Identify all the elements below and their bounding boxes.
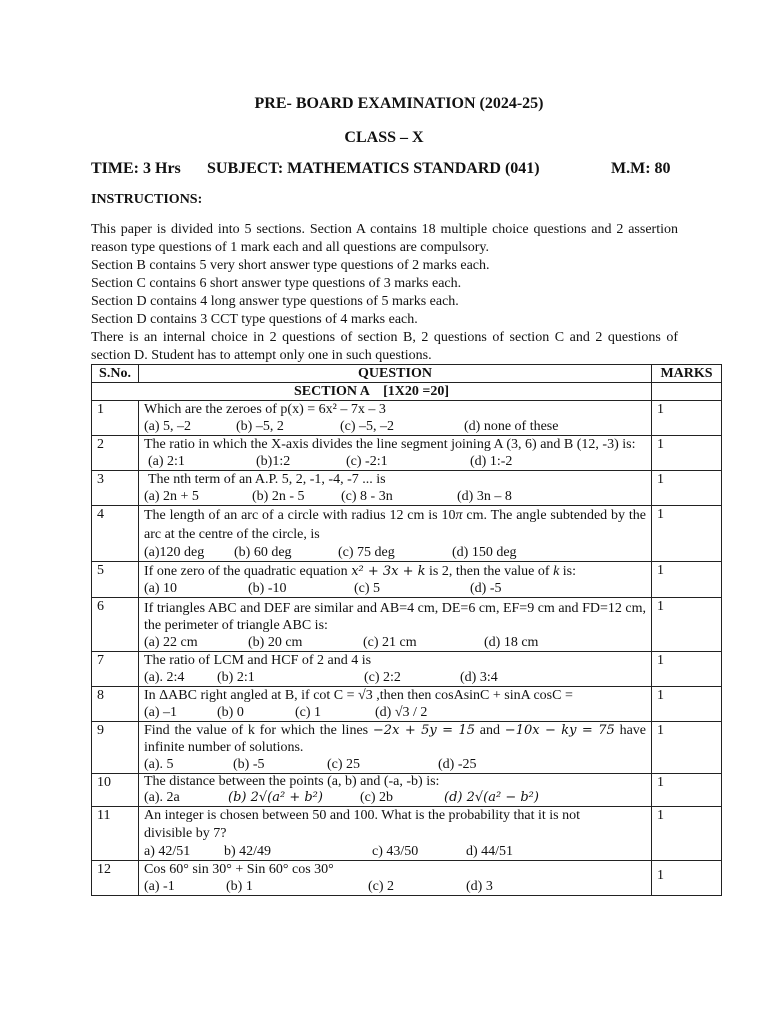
question-header: QUESTION <box>139 365 652 383</box>
option: (b) 2n - 5 <box>252 489 305 504</box>
question-text: The distance between the points (a, b) and (-a, -b) is: <box>144 774 440 789</box>
option: (c) –5, –2 <box>340 419 395 434</box>
option: (d) 3n – 8 <box>457 489 512 504</box>
option: (c) 2 <box>368 879 395 894</box>
option: (c) 25 <box>327 757 361 772</box>
variable-k: k <box>553 564 560 579</box>
option: (d) 2√(a² − b²) <box>444 790 539 805</box>
sno-header: S.No. <box>92 365 139 383</box>
question-cell <box>139 436 652 471</box>
option: b) 42/49 <box>224 844 272 859</box>
option: (b) 60 deg <box>234 545 292 560</box>
question-marks: 1 <box>652 471 722 506</box>
option: (d) 18 cm <box>484 635 539 650</box>
options-line <box>144 634 646 651</box>
options-line <box>144 756 646 773</box>
table-row <box>92 807 722 861</box>
option: (a). 2:4 <box>144 670 185 685</box>
question-marks: 1 <box>652 861 722 896</box>
question-text: The ratio in which the X-axis divides the line segment joining A (3, 6) and B (12, -3) is: <box>144 437 636 452</box>
instructions-heading: INSTRUCTIONS: <box>91 192 203 207</box>
question-cell <box>139 471 652 506</box>
options-line <box>144 544 646 561</box>
question-text: The ratio of LCM and HCF of 2 and 4 is <box>144 653 372 668</box>
question-cell <box>139 401 652 436</box>
question-marks: 1 <box>652 687 722 722</box>
quadratic-expression: x² + 3x + k <box>351 564 426 579</box>
question-marks: 1 <box>652 401 722 436</box>
question-cell <box>139 722 652 774</box>
options-line <box>144 669 646 686</box>
question-text: Which are the zeroes of p(x) = 6x² – 7x – 3 <box>144 402 386 417</box>
option: (a). 2a <box>144 790 180 805</box>
question-text-part: have infinite number of solutions. <box>144 723 646 755</box>
option: (c) 2:2 <box>364 670 401 685</box>
options-line <box>144 488 646 505</box>
question-text-part: Find the value of k for which the lines <box>144 723 373 738</box>
option: (a) 5, –2 <box>144 419 192 434</box>
question-text: Cos 60° sin 30° + Sin 60° cos 30° <box>144 862 334 877</box>
question-number: 4 <box>92 506 139 562</box>
option: (b)1:2 <box>256 454 291 469</box>
time-label: TIME: 3 Hrs <box>91 160 181 177</box>
options-line <box>144 418 646 435</box>
question-text-part: is 2, then the value of <box>425 564 554 579</box>
question-marks: 1 <box>652 598 722 652</box>
table-row <box>92 436 722 471</box>
instruction-line: Section B contains 5 very short answer type questions of 2 marks each. <box>91 258 490 273</box>
question-number: 6 <box>92 598 139 652</box>
question-number: 8 <box>92 687 139 722</box>
options-line <box>144 453 646 470</box>
question-marks: 1 <box>652 436 722 471</box>
instruction-line: Section C contains 6 short answer type questions of 3 marks each. <box>91 276 462 291</box>
options-line <box>144 843 646 860</box>
subject-label: SUBJECT: MATHEMATICS STANDARD (041) <box>207 160 540 177</box>
question-text: If triangles ABC and DEF are similar and AB=4 cm, DE=6 cm, EF=9 cm and FD=12 cm, the perimeter of triangle ABC is: <box>144 601 646 633</box>
question-marks: 1 <box>652 807 722 861</box>
table-row <box>92 401 722 436</box>
question-number: 2 <box>92 436 139 471</box>
exam-title: PRE- BOARD EXAMINATION (2024-25) <box>254 95 544 112</box>
question-text-part: and <box>475 723 505 738</box>
question-cell <box>139 687 652 722</box>
question-marks: 1 <box>652 652 722 687</box>
instruction-line: There is an internal choice in 2 questions of section B, 2 questions of section C and 2 questions of section D. Student has to attempt only one in such questions. <box>91 330 678 363</box>
question-marks: 1 <box>652 774 722 807</box>
instruction-line: Section D contains 4 long answer type questions of 5 marks each. <box>91 294 459 309</box>
table-row <box>92 861 722 896</box>
question-text <box>144 722 646 756</box>
option: (c) 75 deg <box>338 545 395 560</box>
instruction-line: Section D contains 3 CCT type questions of 4 marks each. <box>91 312 418 327</box>
table-row <box>92 562 722 598</box>
option: (c) 5 <box>354 581 381 596</box>
option: (a)120 deg <box>144 545 205 560</box>
question-cell <box>139 562 652 598</box>
option: (d) 150 deg <box>452 545 517 560</box>
question-cell <box>139 807 652 861</box>
option: (c) 1 <box>295 705 322 720</box>
section-empty-cell <box>652 383 722 401</box>
option: (b) –5, 2 <box>236 419 284 434</box>
table-row <box>92 506 722 562</box>
table-row <box>92 471 722 506</box>
option: (b) 2√(a² + b²) <box>228 790 323 805</box>
question-number: 9 <box>92 722 139 774</box>
instruction-line: This paper is divided into 5 sections. Section A contains 18 multiple choice questions and 2 assertion reason type questions of 1 mark each and all questions are compulsory. <box>91 222 678 255</box>
option: (a) 22 cm <box>144 635 198 650</box>
question-number: 7 <box>92 652 139 687</box>
question-table <box>91 364 722 896</box>
question-text: The nth term of an A.P. 5, 2, -1, -4, -7 ... is <box>148 472 386 487</box>
options-line <box>144 789 646 806</box>
option: (c) 21 cm <box>363 635 417 650</box>
option: (a) 10 <box>144 581 178 596</box>
question-text <box>144 506 646 544</box>
table-row <box>92 598 722 652</box>
options-line <box>144 878 646 895</box>
line-equation-2: −10x − ky = 75 <box>504 723 615 738</box>
question-cell <box>139 506 652 562</box>
option: (a) -1 <box>144 879 175 894</box>
option: (a) –1 <box>144 705 178 720</box>
option: (b) 0 <box>217 705 244 720</box>
option: (b) -10 <box>248 581 287 596</box>
question-number: 1 <box>92 401 139 436</box>
option: (d) -25 <box>438 757 477 772</box>
question-cell <box>139 652 652 687</box>
option: (b) 1 <box>226 879 253 894</box>
option: a) 42/51 <box>144 844 191 859</box>
options-line <box>144 704 646 721</box>
question-text-part: If one zero of the quadratic equation <box>144 564 352 579</box>
class-title: CLASS – X <box>344 129 424 146</box>
question-cell <box>139 774 652 807</box>
line-equation-1: −2x + 5y = 15 <box>372 723 476 738</box>
question-marks: 1 <box>652 506 722 562</box>
question-number: 5 <box>92 562 139 598</box>
option: (c) 2b <box>360 790 394 805</box>
question-marks: 1 <box>652 562 722 598</box>
instructions-body <box>91 221 678 365</box>
option: (c) 8 - 3n <box>341 489 393 504</box>
table-row <box>92 722 722 774</box>
question-text: In ΔABC right angled at B, if cot C = √3 ,then then cosAsinC + sinA cosC = <box>144 688 573 703</box>
question-text-part: cm. The angle subtended by the arc at the centre of the circle, is <box>144 508 646 542</box>
option: (d) 1:-2 <box>470 454 513 469</box>
table-row <box>92 652 722 687</box>
question-marks: 1 <box>652 722 722 774</box>
table-row <box>92 687 722 722</box>
option: (a). 5 <box>144 757 174 772</box>
question-number: 12 <box>92 861 139 896</box>
option: (b) -5 <box>233 757 265 772</box>
option: (b) 2:1 <box>217 670 255 685</box>
question-text <box>144 563 646 580</box>
question-text-part: The length of an arc of a circle with radius 12 cm is 10 <box>144 508 456 523</box>
question-cell <box>139 861 652 896</box>
option: (d) -5 <box>470 581 502 596</box>
option: (a) 2n + 5 <box>144 489 199 504</box>
section-a-title: SECTION A [1X20 =20] <box>92 383 652 401</box>
max-marks-label: M.M: 80 <box>611 160 671 177</box>
table-row <box>92 774 722 807</box>
table-header-row <box>92 365 722 383</box>
question-cell <box>139 598 652 652</box>
pi-symbol: π <box>455 508 463 523</box>
option: (d) 3 <box>466 879 493 894</box>
option: (a) 2:1 <box>148 454 185 469</box>
marks-header: MARKS <box>652 365 722 383</box>
option: (b) 20 cm <box>248 635 303 650</box>
option: (d) none of these <box>464 419 559 434</box>
question-number: 10 <box>92 774 139 807</box>
options-line <box>144 580 646 597</box>
option: c) 43/50 <box>372 844 419 859</box>
question-text-part: is: <box>559 564 577 579</box>
option: (d) 3:4 <box>460 670 498 685</box>
question-number: 11 <box>92 807 139 861</box>
question-text: An integer is chosen between 50 and 100. What is the probability that it is not divisible by 7? <box>144 808 580 841</box>
option: d) 44/51 <box>466 844 514 859</box>
question-number: 3 <box>92 471 139 506</box>
section-row <box>92 383 722 401</box>
option: (d) √3 / 2 <box>375 705 428 720</box>
option: (c) -2:1 <box>346 454 388 469</box>
